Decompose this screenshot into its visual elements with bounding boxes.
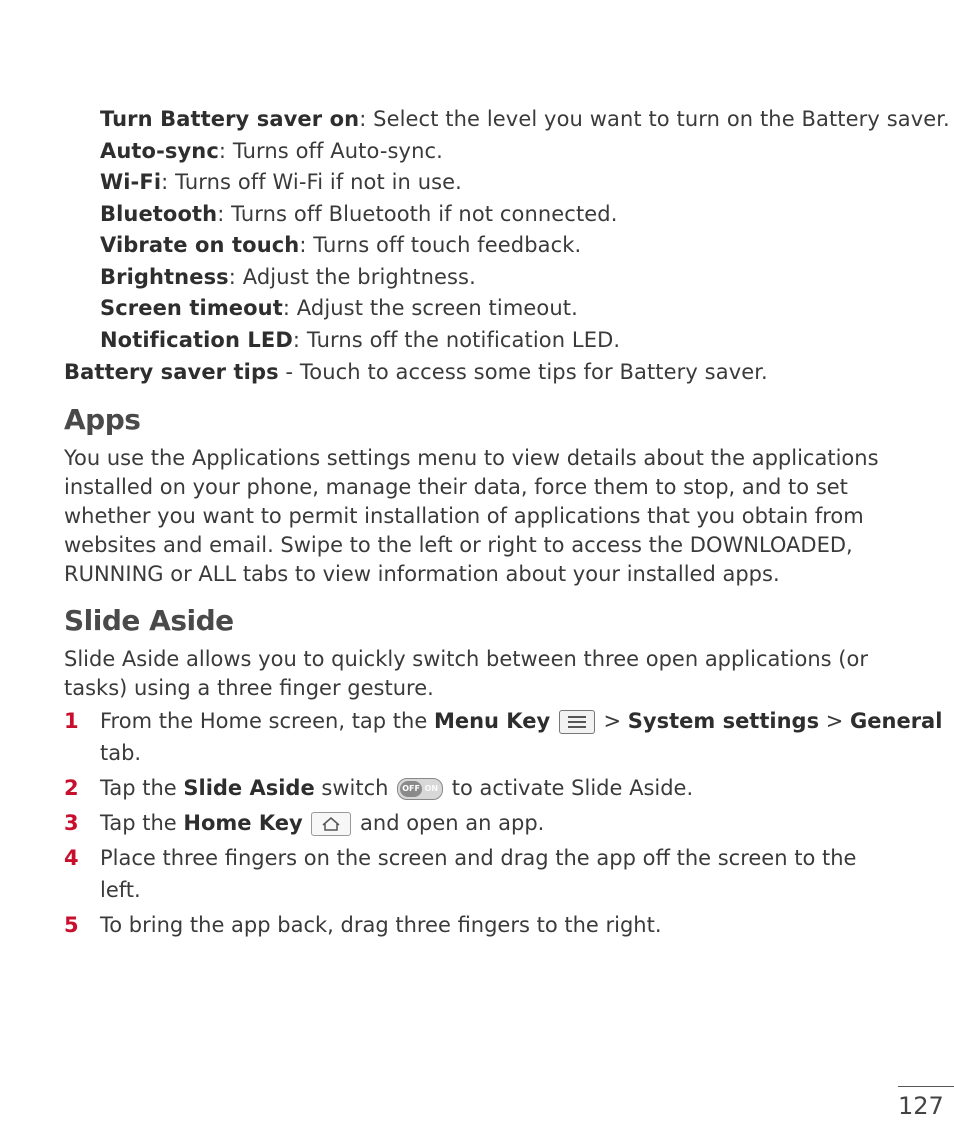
apps-heading: Apps	[64, 403, 141, 436]
home-key-icon	[311, 812, 351, 836]
option-turn-battery-saver-on: Turn Battery saver on: Select the level you want to turn on the Battery saver.	[100, 107, 950, 131]
apps-line: websites and email. Swipe to the left or right to access the DOWNLOADED,	[64, 533, 853, 557]
slide-aside-line: tasks) using a three finger gesture.	[64, 676, 434, 700]
slide-aside-paragraph	[64, 645, 904, 703]
page-number: 127	[898, 1092, 944, 1120]
step-2-text: Tap the Slide Aside switch OFF ON to activate Slide Aside.	[100, 776, 694, 800]
step-4-continuation: left.	[100, 878, 141, 902]
step-5-text: To bring the app back, drag three fingers to the right.	[100, 913, 662, 937]
apps-line: You use the Applications settings menu to view details about the applications	[64, 446, 879, 470]
apps-paragraph	[64, 444, 904, 589]
option-screen-timeout: Screen timeout: Adjust the screen timeout.	[100, 296, 578, 320]
step-number: 4	[64, 846, 79, 870]
option-bluetooth: Bluetooth: Turns off Bluetooth if not connected.	[100, 202, 618, 226]
slide-aside-heading: Slide Aside	[64, 604, 234, 637]
apps-line: whether you want to permit installation of applications that you obtain from	[64, 504, 864, 528]
option-notification-led: Notification LED: Turns off the notification LED.	[100, 328, 621, 352]
step-number: 5	[64, 913, 79, 937]
footer-rule	[898, 1086, 954, 1087]
step-1-text: From the Home screen, tap the Menu Key > System settings > General	[100, 709, 943, 733]
step-3-text: Tap the Home Key and open an app.	[100, 811, 545, 835]
step-number: 2	[64, 776, 79, 800]
step-4-text: Place three fingers on the screen and drag the app off the screen to the	[100, 846, 857, 870]
option-wifi: Wi-Fi: Turns off Wi-Fi if not in use.	[100, 170, 462, 194]
option-auto-sync: Auto-sync: Turns off Auto-sync.	[100, 139, 443, 163]
step-number: 3	[64, 811, 79, 835]
step-number: 1	[64, 709, 79, 733]
apps-line: installed on your phone, manage their data, force them to stop, and to set	[64, 475, 848, 499]
battery-saver-tips: Battery saver tips - Touch to access some tips for Battery saver.	[64, 360, 768, 384]
apps-line: RUNNING or ALL tabs to view information about your installed apps.	[64, 562, 780, 586]
step-1-continuation: tab.	[100, 741, 142, 765]
menu-key-icon	[559, 710, 595, 734]
option-brightness: Brightness: Adjust the brightness.	[100, 265, 476, 289]
slide-aside-line: Slide Aside allows you to quickly switch between three open applications (or	[64, 647, 868, 671]
option-vibrate-on-touch: Vibrate on touch: Turns off touch feedback.	[100, 233, 582, 257]
slide-aside-switch-icon: OFF ON	[397, 778, 443, 800]
